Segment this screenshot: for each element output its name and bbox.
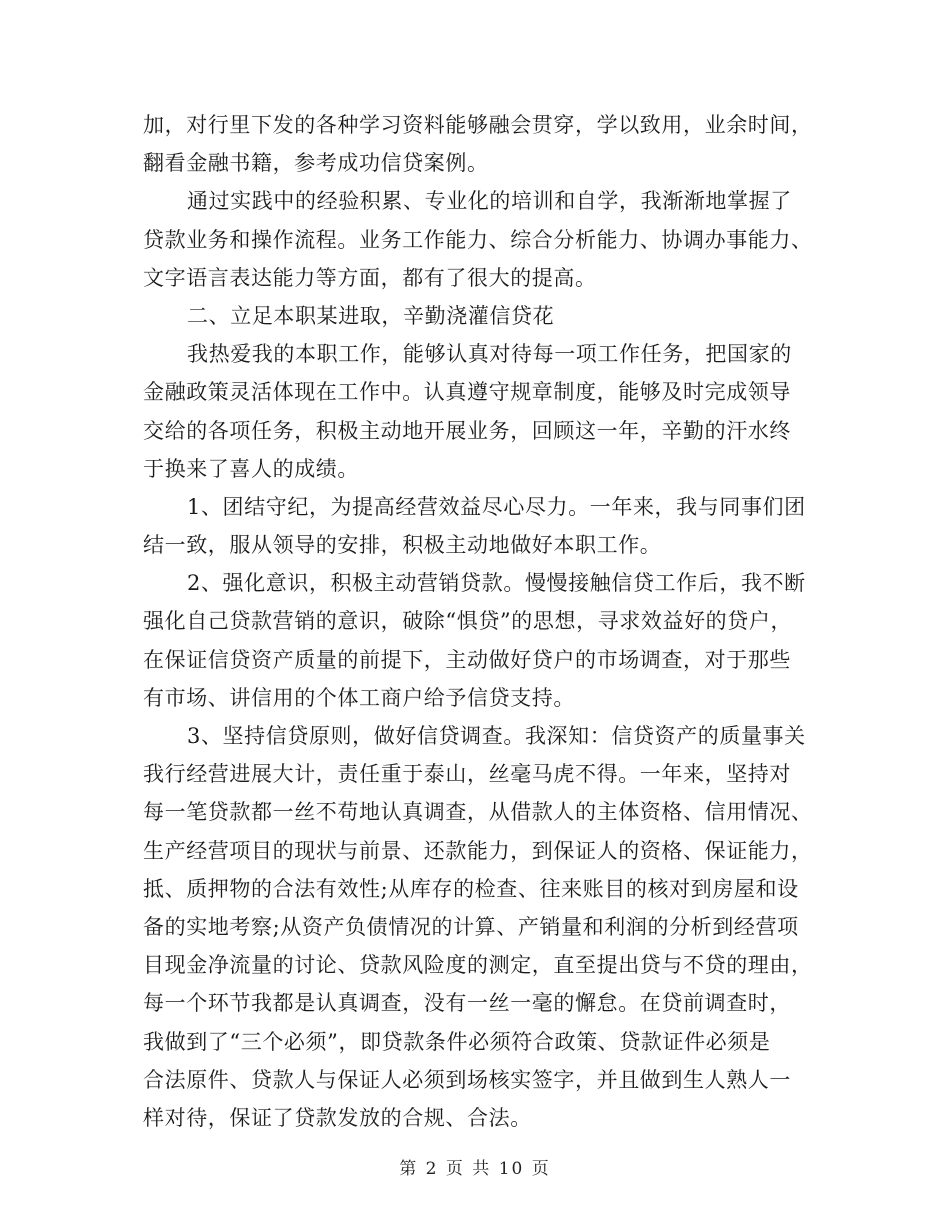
text-line: 交给的各项任务，积极主动地开展业务，回顾这一年，辛勤的汗水终 — [143, 418, 791, 443]
text-line: 在保证信贷资产质量的前提下，主动做好贷户的市场调查，对于那些 — [143, 647, 791, 672]
document-body — [143, 106, 815, 1137]
text-line: 抵、质押物的合法有效性;从库存的检查、往来账目的核对到房屋和设 — [143, 876, 799, 901]
text-line: 目现金净流量的讨论、贷款风险度的测定，直至提出贷与不贷的理由， — [143, 953, 813, 978]
text-line: 文字语言表达能力等方面，都有了很大的提高。 — [143, 265, 597, 290]
text-line: 金融政策灵活体现在工作中。认真遵守规章制度，能够及时完成领导 — [143, 380, 791, 405]
text-line: 1、团结守纪，为提高经营效益尽心尽力。一年来，我与同事们团 — [187, 494, 806, 519]
text-line: 结一致，服从领导的安排，积极主动地做好本职工作。 — [143, 533, 662, 558]
text-line: 每一笔贷款都一丝不苟地认真调查，从借款人的主体资格、信用情况、 — [143, 800, 813, 825]
text-line: 生产经营项目的现状与前景、还款能力，到保证人的资格、保证能力， — [143, 838, 813, 863]
text-line: 样对待，保证了贷款发放的合规、合法。 — [143, 1105, 532, 1130]
text-line: 有市场、讲信用的个体工商户给予信贷支持。 — [143, 685, 575, 710]
text-line: 2、强化意识，积极主动营销贷款。慢慢接触信贷工作后，我不断 — [187, 571, 806, 596]
text-line: 备的实地考察;从资产负债情况的计算、产销量和利润的分析到经营项 — [143, 914, 799, 939]
text-line: 翻看金融书籍，参考成功信贷案例。 — [143, 151, 489, 176]
text-line: 我热爱我的本职工作，能够认真对待每一项工作任务，把国家的 — [187, 342, 792, 367]
text-line: 二、立足本职某进取，辛勤浇灌信贷花 — [187, 303, 555, 328]
text-line: 我行经营进展大计，责任重于泰山，丝毫马虎不得。一年来，坚持对 — [143, 762, 791, 787]
page-footer: 第 2 页 共 10 页 — [399, 1159, 551, 1179]
text-line: 于换来了喜人的成绩。 — [143, 456, 359, 481]
text-line: 加，对行里下发的各种学习资料能够融会贯穿，学以致用，业余时间， — [143, 113, 813, 137]
text-line: 贷款业务和操作流程。业务工作能力、综合分析能力、协调办事能力、 — [143, 227, 813, 252]
text-line: 每一个环节我都是认真调查，没有一丝一毫的懈怠。在贷前调查时， — [143, 991, 791, 1016]
text-line: 通过实践中的经验积累、专业化的培训和自学，我渐渐地掌握了 — [187, 189, 792, 214]
text-line: 我做到了“三个必须”，即贷款条件必须符合政策、贷款证件必须是 — [143, 1029, 771, 1054]
text-line: 合法原件、贷款人与保证人必须到场核实签字，并且做到生人熟人一 — [143, 1067, 791, 1092]
text-line: 3、坚持信贷原则，做好信贷调查。我深知：信贷资产的质量事关 — [187, 724, 806, 748]
text-line: 强化自己贷款营销的意识，破除“惧贷”的思想，寻求效益好的贷户， — [143, 609, 793, 634]
